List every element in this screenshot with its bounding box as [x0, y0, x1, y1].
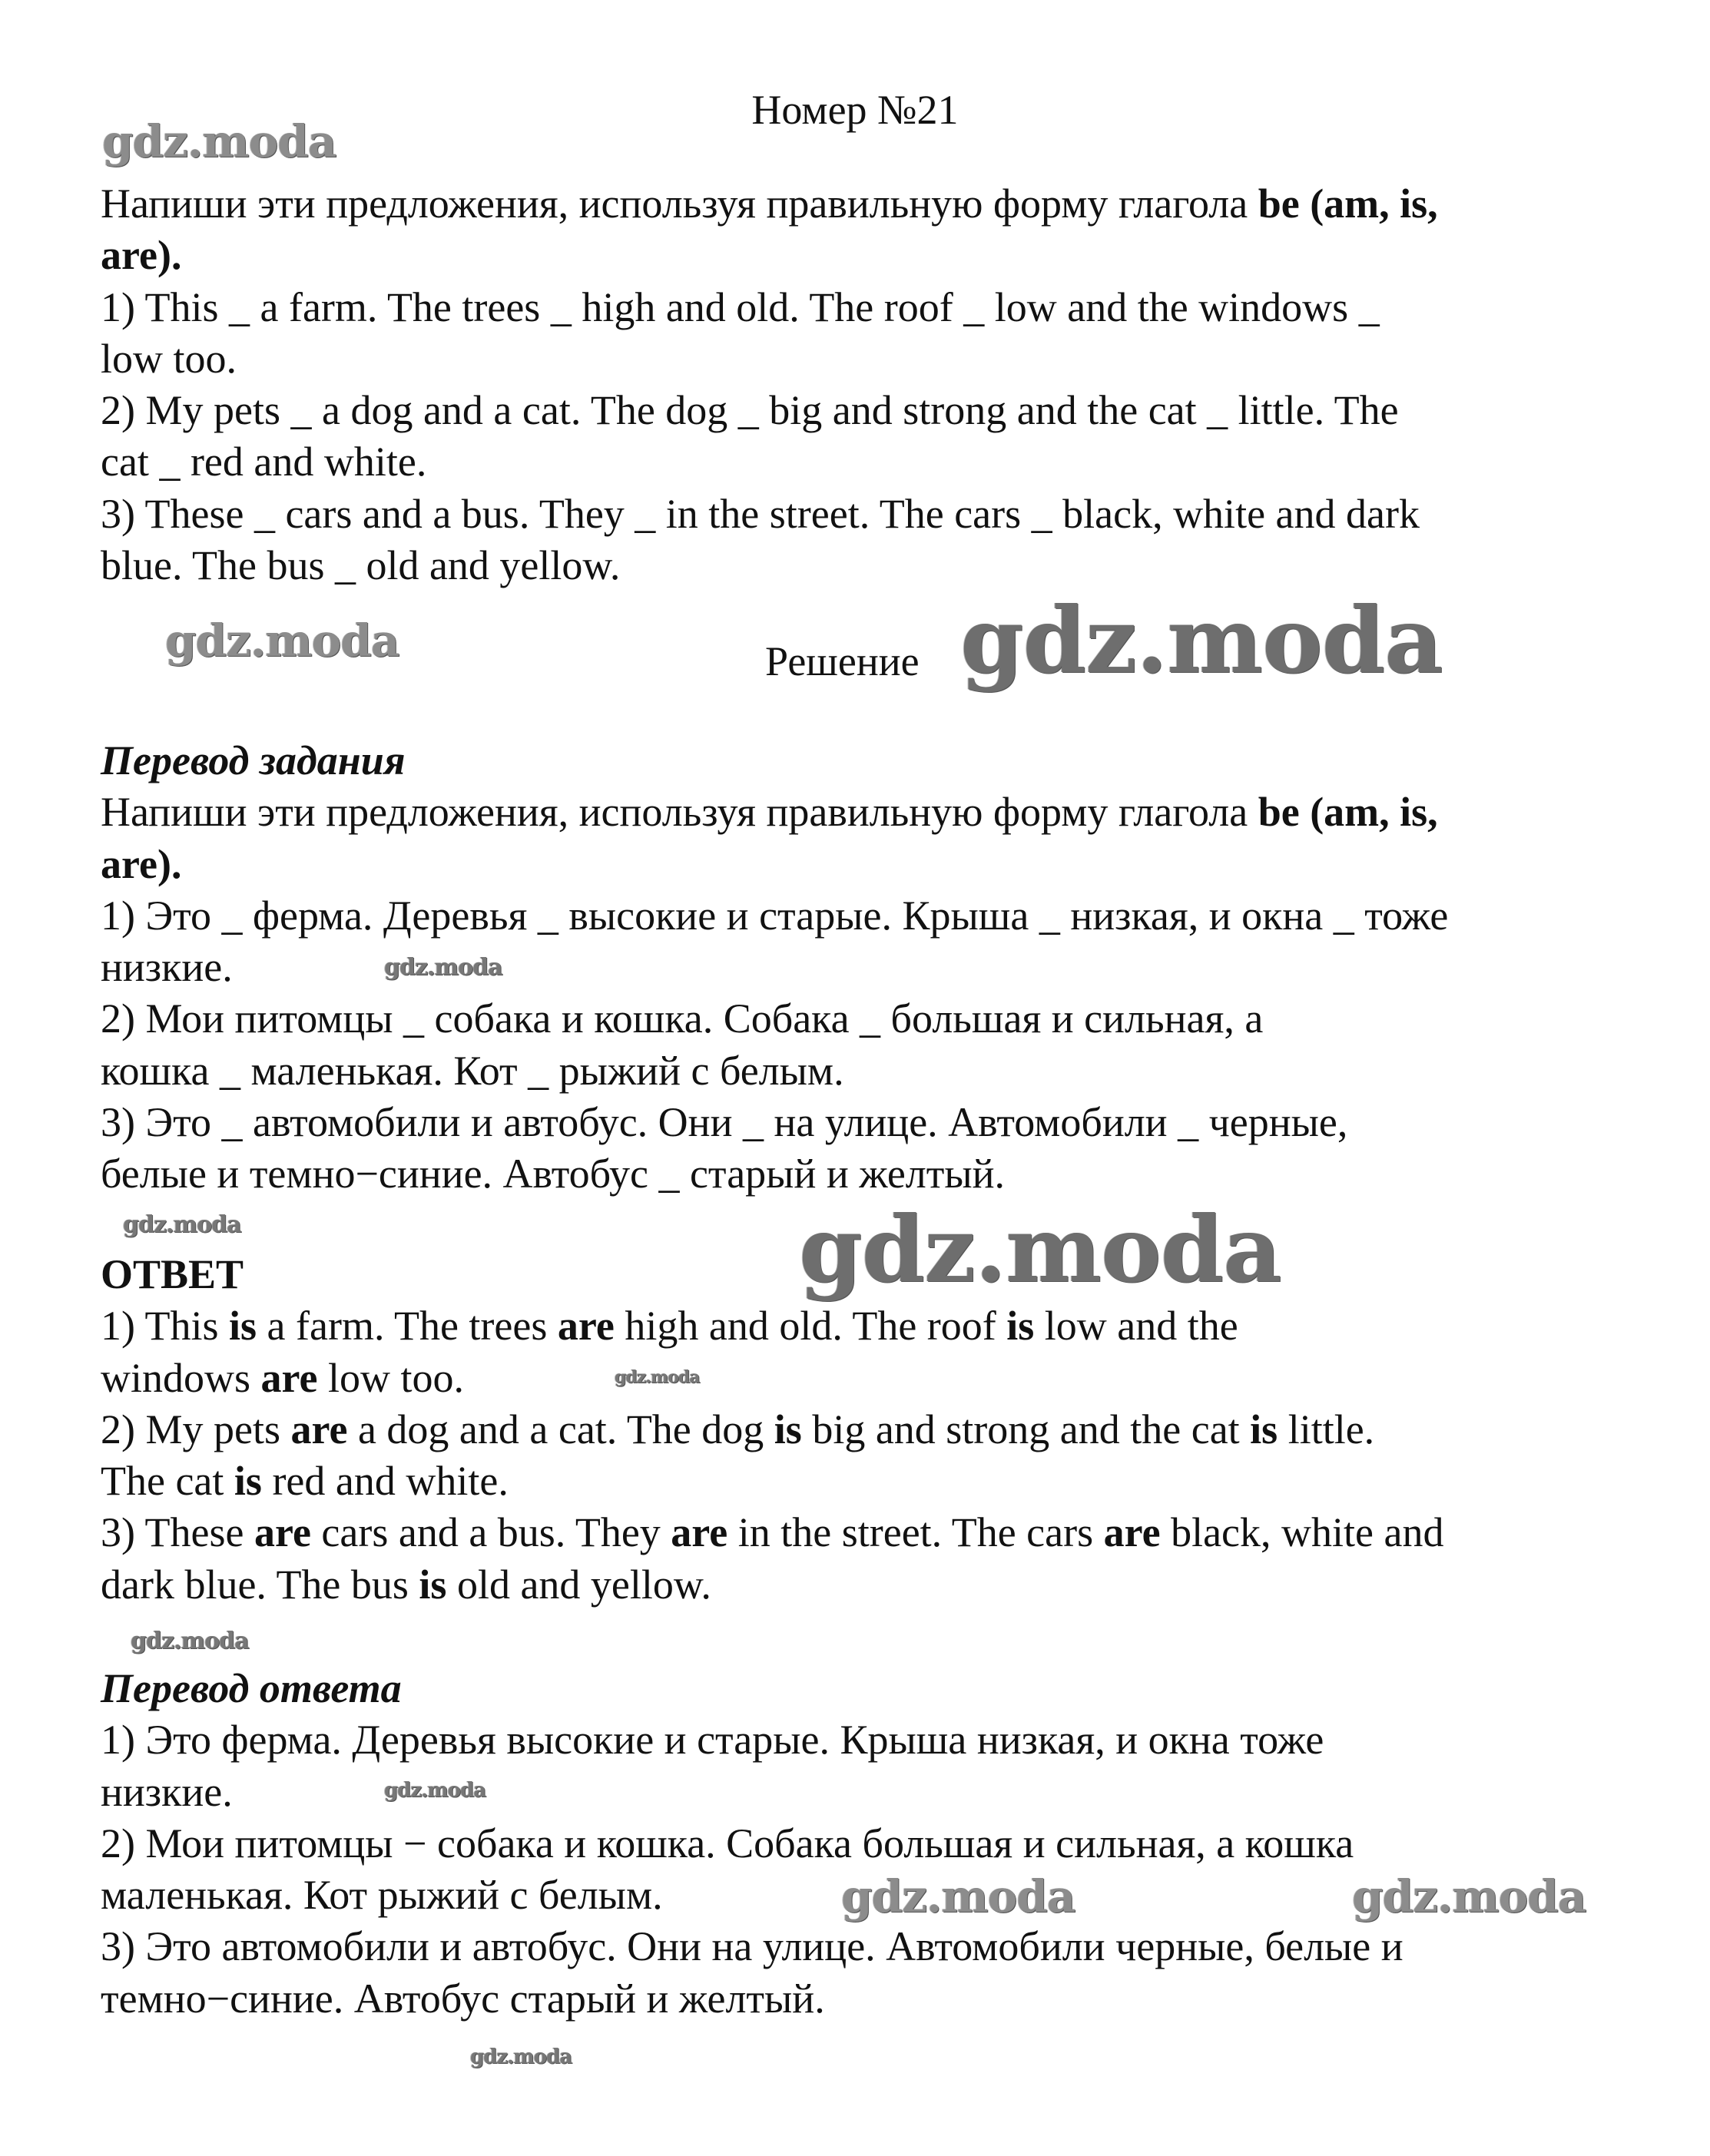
answer-translation-section	[101, 1663, 1403, 2025]
text-segment: low too.	[317, 1354, 464, 1401]
text-segment: dark blue. The bus	[101, 1561, 419, 1608]
text-line	[101, 1353, 1443, 1404]
watermark-logo: gdz.moda	[1352, 1870, 1586, 1923]
text-line	[101, 178, 1438, 230]
text-line	[101, 282, 1438, 333]
answer-body	[101, 1300, 1443, 1611]
text-line	[101, 1973, 1403, 2025]
text-segment: in the street. The cars	[727, 1509, 1104, 1556]
text-line	[101, 1870, 1403, 1921]
text-line	[101, 1767, 1403, 1818]
text-segment: кошка _ маленькая. Кот _ рыжий с белым.	[101, 1047, 844, 1094]
text-line	[101, 1097, 1448, 1148]
text-line	[101, 890, 1448, 942]
bold-text: are	[290, 1406, 348, 1452]
task-section	[101, 178, 1438, 591]
watermark-logo: gdz.moda	[123, 1211, 241, 1238]
watermark-logo: gdz.moda	[615, 1367, 700, 1387]
text-segment: blue. The bus _ old and yellow.	[101, 542, 621, 589]
text-line	[101, 942, 1448, 993]
answer-heading: ОТВЕТ	[101, 1251, 244, 1297]
answer-translation-body	[101, 1714, 1403, 2025]
text-segment: high and old. The roof	[614, 1303, 1007, 1350]
text-line	[101, 787, 1448, 838]
bold-text: are).	[101, 840, 182, 887]
text-segment: low and the	[1034, 1303, 1238, 1350]
text-segment: little.	[1278, 1406, 1375, 1452]
text-segment: The cat	[101, 1458, 234, 1505]
text-segment: 1) Это _ ферма. Деревья _ высокие и старые. Крыша _ низкая, и окна _ тоже	[101, 892, 1449, 939]
text-line	[101, 436, 1438, 488]
text-line	[101, 1045, 1448, 1097]
text-segment: Напиши эти предложения, используя правильную форму глагола	[101, 180, 1258, 227]
bold-text: is	[1250, 1406, 1278, 1452]
text-line	[101, 1507, 1443, 1558]
text-segment: old and yellow.	[446, 1561, 711, 1608]
bold-text: are	[254, 1509, 311, 1556]
text-line	[101, 1714, 1403, 1766]
bold-text: is	[229, 1303, 257, 1350]
bold-text: is	[774, 1406, 802, 1452]
text-segment: 1) This	[101, 1303, 230, 1350]
text-line	[101, 540, 1438, 591]
text-segment: black, white and	[1160, 1509, 1444, 1556]
text-segment: big and strong and the cat	[801, 1406, 1251, 1452]
text-segment: 3) These	[101, 1509, 254, 1556]
text-segment: маленькая. Кот рыжий с белым.	[101, 1872, 663, 1919]
text-line	[101, 230, 1438, 281]
text-segment: низкие.	[101, 1768, 233, 1815]
text-segment: cars and a bus. They	[310, 1509, 671, 1556]
task-translation-section	[101, 735, 1448, 1201]
text-segment: cat _ red and white.	[101, 439, 427, 485]
text-line	[101, 488, 1438, 540]
text-segment: 2) Мои питомцы _ собака и кошка. Собака _ большая и сильная, а	[101, 995, 1264, 1042]
text-segment: Напиши эти предложения, используя правильную форму глагола	[101, 789, 1258, 836]
text-segment: 3) Это автомобили и автобус. Они на улице. Автомобили черные, белые и	[101, 1923, 1403, 1970]
answer-section	[101, 1249, 1443, 1611]
text-segment: низкие.	[101, 944, 233, 991]
text-line	[101, 1818, 1403, 1870]
text-segment: белые и темно−синие. Автобус _ старый и желтый.	[101, 1151, 1006, 1197]
text-segment: 3) These _ cars and a bus. They _ in the street. The cars _ black, white and dark	[101, 490, 1420, 537]
text-segment: темно−синие. Автобус старый и желтый.	[101, 1975, 825, 2022]
text-segment: 2) My pets _ a dog and a cat. The dog _ big and strong and the cat _ little. The	[101, 387, 1399, 434]
watermark-logo: gdz.moda	[841, 1870, 1075, 1923]
watermark-logo: gdz.moda	[799, 1196, 1281, 1303]
bold-text: be (am, is,	[1258, 180, 1438, 227]
text-segment: windows	[101, 1354, 261, 1401]
text-line	[101, 993, 1448, 1045]
watermark-logo: gdz.moda	[470, 2045, 572, 2068]
text-segment: low too.	[101, 335, 237, 382]
watermark-logo: gdz.moda	[131, 1628, 249, 1654]
bold-text: are	[671, 1509, 728, 1556]
text-segment: a dog and a cat. The dog	[347, 1406, 774, 1452]
text-segment: 2) Мои питомцы − собака и кошка. Собака большая и сильная, а кошка	[101, 1820, 1354, 1866]
bold-text: be (am, is,	[1258, 789, 1438, 836]
bold-text: are	[260, 1354, 318, 1401]
text-line	[101, 1148, 1448, 1200]
watermark-logo: gdz.moda	[384, 954, 502, 981]
bold-text: are	[557, 1303, 615, 1350]
watermark-logo: gdz.moda	[102, 115, 336, 167]
task-translation-heading: Перевод задания	[101, 737, 406, 783]
page-title: Номер №21	[751, 87, 959, 133]
text-line	[101, 333, 1438, 385]
text-line	[101, 385, 1438, 436]
text-segment: red and white.	[261, 1458, 509, 1505]
bold-text: is	[234, 1458, 262, 1505]
text-segment: 1) This _ a farm. The trees _ high and old. The roof _ low and the windows _	[101, 283, 1380, 330]
bold-text: is	[1006, 1303, 1035, 1350]
text-line	[101, 1404, 1443, 1456]
watermark-logo: gdz.moda	[165, 614, 399, 667]
bold-text: are).	[101, 232, 182, 279]
text-line	[101, 839, 1448, 890]
solution-label: Решение	[765, 638, 920, 684]
text-segment: 1) Это ферма. Деревья высокие и старые. Крыша низкая, и окна тоже	[101, 1717, 1324, 1764]
bold-text: is	[419, 1561, 447, 1608]
text-line	[101, 1921, 1403, 1972]
text-segment: a farm. The trees	[257, 1303, 558, 1350]
text-line	[101, 1559, 1443, 1611]
watermark-logo: gdz.moda	[960, 587, 1443, 694]
text-segment: 3) Это _ автомобили и автобус. Они _ на улице. Автомобили _ черные,	[101, 1099, 1348, 1146]
text-segment: 2) My pets	[101, 1406, 291, 1452]
text-line	[101, 1300, 1443, 1352]
text-line	[101, 1456, 1443, 1507]
bold-text: are	[1103, 1509, 1161, 1556]
task-translation-body	[101, 787, 1448, 1200]
watermark-logo: gdz.moda	[384, 1779, 486, 1802]
answer-translation-heading: Перевод ответа	[101, 1665, 402, 1711]
